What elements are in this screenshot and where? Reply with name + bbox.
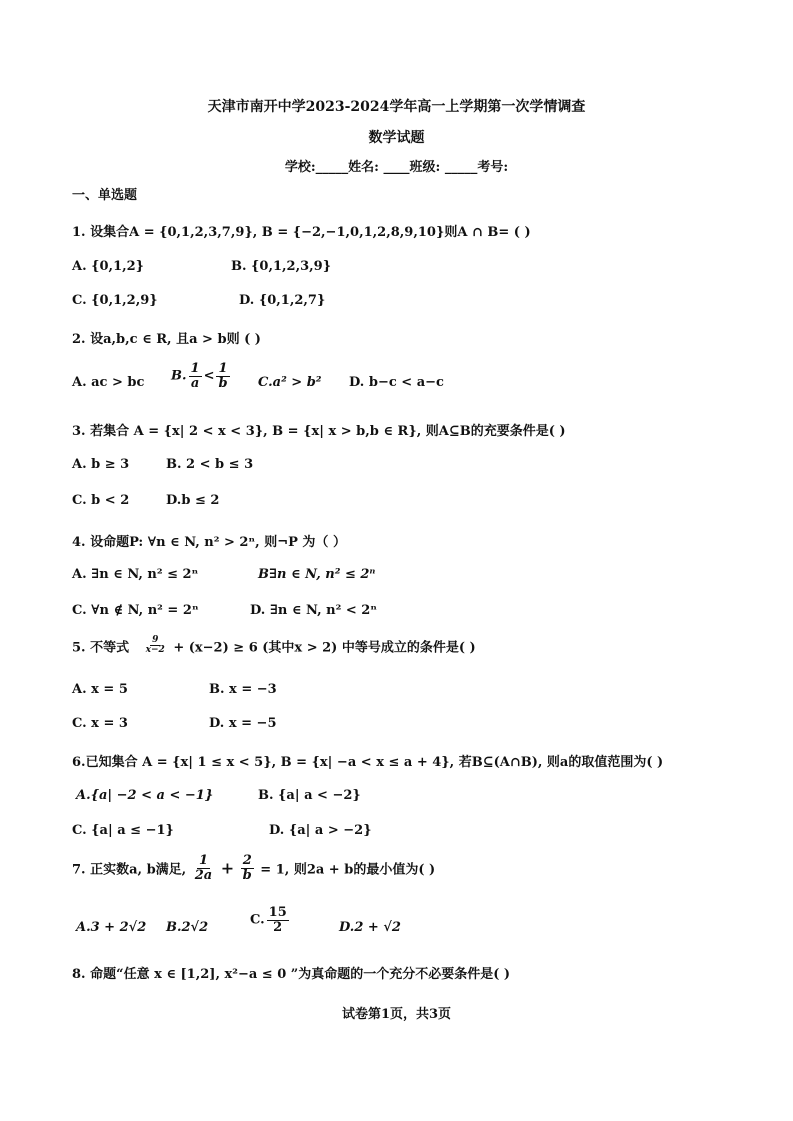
question-5-option-b: B. x = −3: [209, 682, 277, 697]
question-6-option-d: D. {a| a > −2}: [269, 823, 372, 838]
question-5-option-a: A. x = 5: [72, 682, 128, 697]
question-4-option-c: C. ∀n ∉ N, n² = 2ⁿ: [72, 603, 199, 618]
question-2-fraction-2-num: 1: [218, 361, 228, 376]
question-2-fraction-1-num: 1: [190, 361, 200, 376]
page-footer: 试卷第1页，共3页: [341, 1007, 452, 1022]
student-info-line: 学校:_____姓名: ____班级: _____考号:: [284, 160, 509, 175]
question-6-option-c: C. {a| a ≤ −1}: [72, 823, 174, 838]
question-5-suffix: + (x−2) ≥ 6 (其中x > 2) 中等号成立的条件是( ): [173, 640, 476, 656]
question-7-plus: +: [220, 858, 235, 878]
question-5-stem: [72, 636, 476, 656]
question-3-option-a: A. b ≥ 3: [72, 457, 130, 472]
question-3-option-b: B. 2 < b ≤ 3: [166, 457, 254, 472]
question-5-prefix: 5. 不等式: [72, 640, 130, 656]
question-5-option-c: C. x = 3: [72, 716, 128, 731]
question-1-option-a: A. {0,1,2}: [72, 259, 145, 274]
question-2-option-b: [171, 362, 232, 390]
question-5-option-d: D. x = −5: [209, 716, 277, 731]
question-7-fraction-1-den: 2a: [194, 867, 213, 883]
section-heading: 一、单选题: [72, 188, 138, 203]
question-1-stem: 1. 设集合A = {0,1,2,3,7,9}, B = {−2,−1,0,1,2,8,9,10}则A ∩ B= ( ): [72, 225, 531, 240]
question-6-option-a: A.{a| −2 < a < −1}: [76, 788, 214, 803]
question-7-option-c: [250, 906, 291, 934]
question-7-fraction-1: [193, 854, 214, 882]
question-2-fraction-2-den: b: [218, 375, 228, 391]
question-2-fraction-1-den: a: [190, 375, 200, 391]
question-1-option-d: D. {0,1,2,7}: [239, 293, 326, 308]
question-7-fraction-2: [241, 854, 254, 882]
question-2-option-b-label: B.: [171, 368, 187, 384]
question-3-stem: 3. 若集合 A = {x| 2 < x < 3}, B = {x| x > b,b ∈ R}, 则A⊆B的充要条件是( ): [72, 424, 566, 439]
question-4-option-d: D. ∃n ∈ N, n² < 2ⁿ: [250, 603, 378, 618]
question-7-option-c-fraction: [267, 906, 289, 934]
question-5-fraction-num: 9: [152, 635, 159, 645]
exam-title: 天津市南开中学2023-2024学年高一上学期第一次学情调查: [207, 99, 586, 115]
question-5-fraction-den: x−2: [145, 645, 165, 656]
question-7-option-d: D.2 + √2: [339, 920, 401, 935]
question-6-stem: 6.已知集合 A = {x| 1 ≤ x < 5}, B = {x| −a < x ≤ a + 4}, 若B⊆(A∩B), 则a的取值范围为( ): [72, 755, 664, 770]
question-7-option-c-den: 2: [273, 919, 283, 935]
exam-subtitle: 数学试题: [368, 130, 425, 146]
question-3-option-d: D.b ≤ 2: [166, 493, 220, 508]
question-2-option-d: D. b−c < a−c: [349, 375, 444, 390]
question-7-suffix: = 1, 则2a + b的最小值为( ): [260, 862, 436, 878]
question-7-fraction-1-num: 1: [198, 853, 208, 868]
question-5-fraction: [144, 636, 167, 656]
question-7-fraction-2-den: b: [242, 867, 252, 883]
question-1-option-c: C. {0,1,2,9}: [72, 293, 158, 308]
question-7-option-c-label: C.: [250, 912, 265, 928]
question-2-fraction-1: [189, 362, 202, 390]
question-4-stem: 4. 设命题P: ∀n ∈ N, n² > 2ⁿ, 则¬P 为（ ）: [72, 535, 346, 550]
question-2-option-c: C.a² > b²: [258, 375, 322, 390]
question-3-option-c: C. b < 2: [72, 493, 130, 508]
question-6-option-b: B. {a| a < −2}: [258, 788, 361, 803]
question-7-prefix: 7. 正实数a, b满足,: [72, 862, 187, 878]
question-2-fraction-2: [216, 362, 229, 390]
question-2-less-than: <: [203, 368, 215, 384]
question-7-option-b: B.2√2: [166, 920, 209, 935]
question-7-option-c-num: 15: [268, 905, 287, 920]
question-8-stem: 8. 命题“任意 x ∈ [1,2], x²−a ≤ 0 ”为真命题的一个充分不必要条件是( ): [72, 967, 511, 982]
question-7-fraction-2-num: 2: [242, 853, 252, 868]
question-7-option-a: A.3 + 2√2: [76, 920, 147, 935]
question-7-stem: [72, 854, 435, 882]
question-4-option-a: A. ∃n ∈ N, n² ≤ 2ⁿ: [72, 567, 199, 582]
question-2-option-a: A. ac > bc: [72, 375, 145, 390]
question-2-stem: 2. 设a,b,c ∈ R, 且a > b则 ( ): [72, 332, 261, 347]
question-1-option-b: B. {0,1,2,3,9}: [231, 259, 332, 274]
question-4-option-b: B∃n ∈ N, n² ≤ 2ⁿ: [258, 567, 376, 582]
